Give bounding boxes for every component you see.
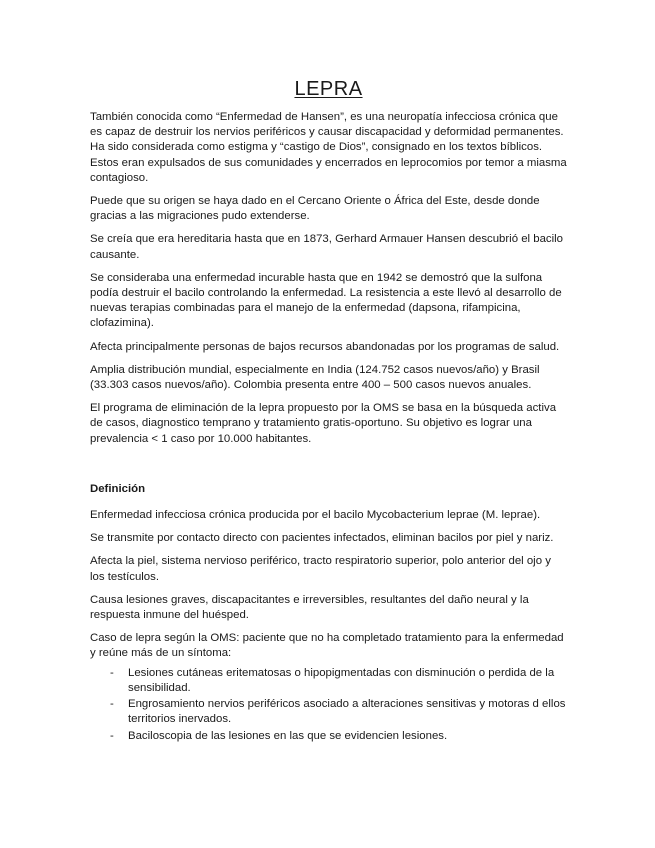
section-heading-definicion: Definición	[90, 482, 146, 495]
intro-paragraph: También conocida como “Enfermedad de Hansen”, es una neuropatía infecciosa crónica que es capaz de destruir los nervios periféricos y causar discapacidad y deformidad permanentes. Ha sido considerada como estigma y “castigo de Dios”, consignado en los textos bíblicos. Estos eran expulsados de sus comunidades y encerrados en leprocomios por temor a miasma contagioso.	[90, 111, 567, 184]
page-title: LEPRA	[294, 78, 363, 100]
definition-paragraph: Enfermedad infecciosa crónica producida por el bacilo Mycobacterium leprae (M. leprae).	[90, 509, 541, 522]
list-item	[90, 697, 567, 727]
list-item-text: Lesiones cutáneas eritematosas o hipopigmentadas con disminución o perdida de la sensibilidad.	[128, 666, 555, 694]
intro-paragraph: Se creía que era hereditaria hasta que en 1873, Gerhard Armauer Hansen descubrió el bacilo causante.	[90, 233, 564, 261]
intro-paragraph: Afecta principalmente personas de bajos recursos abandonadas por los programas de salud.	[90, 340, 560, 353]
list-item	[90, 666, 567, 696]
list-item	[90, 729, 567, 744]
definition-paragraph: Se transmite por contacto directo con pacientes infectados, eliminan bacilos por piel y nariz.	[90, 532, 554, 545]
bullet-marker: -	[110, 666, 114, 679]
intro-paragraph: El programa de eliminación de la lepra propuesto por la OMS se basa en la búsqueda activa de casos, diagnostico temprano y tratamiento gratis-oportuno. Su objetivo es lograr una prevalencia < 1 caso por 10.000 habitantes.	[90, 402, 557, 445]
list-item-text: Baciloscopia de las lesiones en las que se evidencien lesiones.	[128, 729, 448, 742]
definition-paragraph: Afecta la piel, sistema nervioso periférico, tracto respiratorio superior, polo anterior del ojo y los testículos.	[90, 555, 551, 583]
bullet-marker: -	[110, 729, 114, 742]
symptom-list	[90, 666, 567, 744]
definition-paragraph: Causa lesiones graves, discapacitantes e irreversibles, resultantes del daño neural y la respuesta inmune del huésped.	[90, 593, 529, 622]
bullet-marker: -	[110, 698, 114, 711]
list-item-text: Engrosamiento nervios periféricos asociado a alteraciones sensitivas y motoras d ellos territorios inervados.	[128, 698, 566, 726]
definition-paragraph: Caso de lepra según la OMS: paciente que no ha completado tratamiento para la enfermedad y reúne más de un síntoma:	[90, 632, 564, 660]
intro-paragraph: Se consideraba una enfermedad incurable hasta que en 1942 se demostró que la sulfona podía destruir el bacilo controlando la enfermedad. La resistencia a este llevó al desarrollo de nuevas terapias combinadas para el manejo de la enfermedad (dapsona, rifampicina, clofazimina).	[90, 271, 562, 330]
intro-paragraph: Amplia distribución mundial, especialmente en India (124.752 casos nuevos/año) y Brasil (33.303 casos nuevos/año). Colombia presenta entre 400 – 500 casos nuevos anuales.	[90, 363, 540, 392]
intro-paragraph: Puede que su origen se haya dado en el Cercano Oriente o África del Este, desde donde gracias a las migraciones pudo extenderse.	[90, 195, 540, 223]
section-spacer	[90, 455, 567, 482]
